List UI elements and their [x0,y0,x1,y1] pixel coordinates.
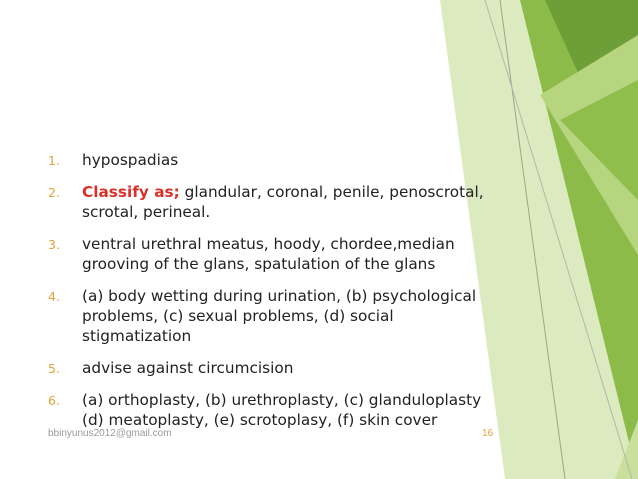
item-number: 3. [48,237,60,252]
page-number: 16 [482,428,494,439]
item-number: 4. [48,289,60,304]
item-highlight: Classify as; [82,183,180,201]
footer-email: bbinyunus2012@gmail.com [48,428,172,439]
list-item [48,234,488,274]
item-text: hypospadias [82,151,179,169]
list-item [48,150,488,170]
item-number: 2. [48,185,60,200]
item-text: glandular, coronal, penile, penoscrotal, scrotal, perineal. [82,183,484,221]
item-number: 6. [48,393,60,408]
item-text: (a) orthoplasty, (b) urethroplasty, (c) glanduloplasty (d) meatoplasty, (e) scrotoplasy, (f) skin cover [82,391,482,429]
list-item [48,358,488,378]
content-list [48,150,488,442]
item-text: (a) body wetting during urination, (b) psychological problems, (c) sexual problems, (d) social stigmatization [82,287,477,345]
item-text: advise against circumcision [82,359,294,377]
list-item [48,390,488,430]
item-text: ventral urethral meatus, hoody, chordee,median grooving of the glans, spatulation of the glans [82,235,455,273]
item-number: 5. [48,361,60,376]
item-number: 1. [48,153,60,168]
list-item [48,182,488,222]
list-item [48,286,488,346]
